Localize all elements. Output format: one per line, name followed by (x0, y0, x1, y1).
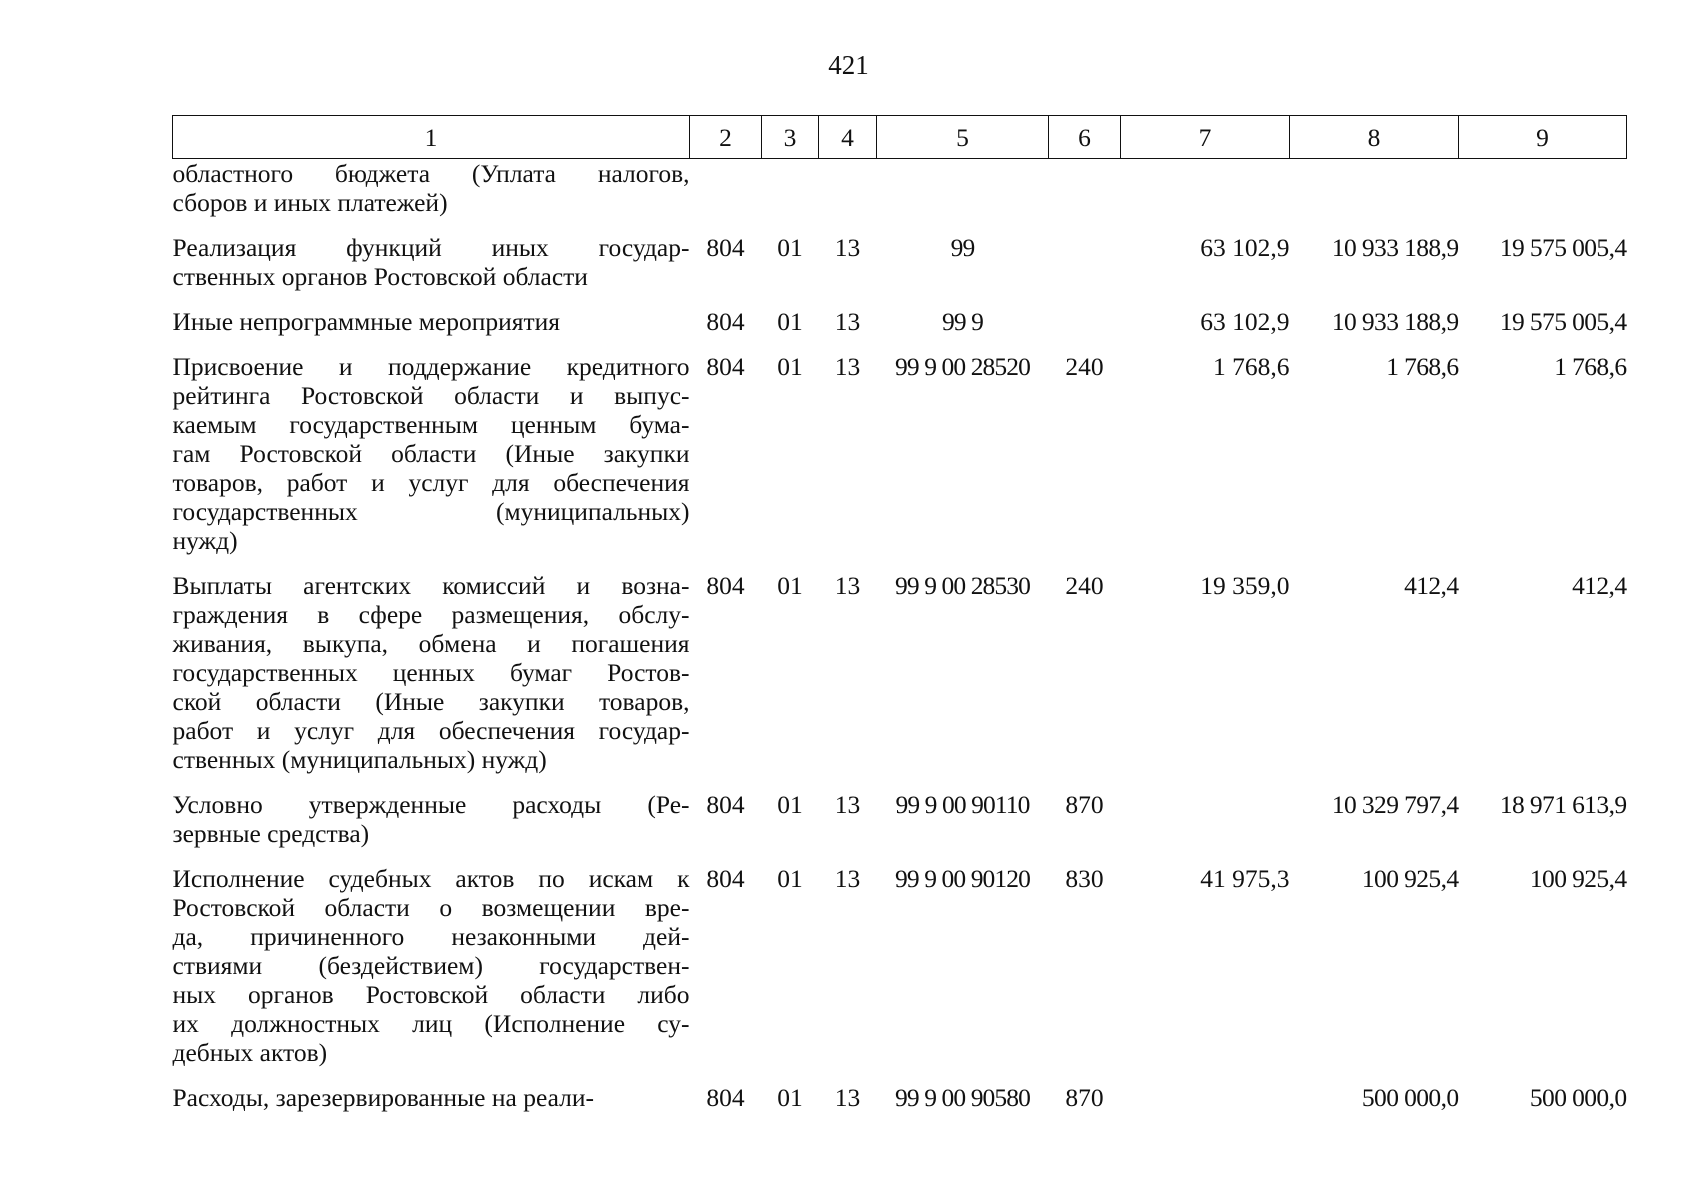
row-name-line: Иные непрограммные мероприятия (172, 307, 561, 336)
table-header-row (173, 116, 1627, 159)
target-article-cell: 99 9 00 28520 (895, 352, 1030, 381)
row-name-line: ской области (Иные закупки товаров, (172, 687, 690, 716)
row-name-line: областного бюджета (Уплата налогов, (172, 159, 690, 188)
row-name-cell (173, 1075, 690, 1120)
target-article-cell: 99 9 00 90580 (895, 1083, 1030, 1112)
row-name-line: зервные средства) (172, 819, 370, 848)
row-name-cell (173, 782, 690, 856)
section-code-cell: 01 (777, 307, 803, 336)
row-name-cell (173, 563, 690, 782)
ved-code-cell: 804 (706, 233, 745, 262)
row-name-line: каемым государственным ценным бума- (172, 410, 690, 439)
expense-type-cell: 870 (1065, 1083, 1104, 1112)
row-name-line: рейтинга Ростовской области и выпус- (172, 381, 690, 410)
section-code-cell: 01 (777, 352, 803, 381)
subsection-code-cell: 13 (834, 864, 861, 893)
row-name-line: ствиями (бездействием) государствен- (172, 951, 690, 980)
column-header-4: 4 (819, 116, 877, 159)
ved-code-cell: 804 (706, 864, 745, 893)
amount-col9-cell: 19 575 005,4 (1499, 233, 1627, 262)
table-row (173, 782, 1627, 856)
ved-code-cell: 804 (706, 790, 745, 819)
ved-code-cell: 804 (706, 352, 745, 381)
table-row (173, 563, 1627, 782)
row-name-line: государственных (муниципальных) (172, 497, 690, 526)
section-code-cell: 01 (777, 864, 803, 893)
amount-col9-cell: 500 000,0 (1529, 1083, 1627, 1112)
row-name-line: сборов и иных платежей) (172, 188, 448, 217)
amount-col9-cell: 100 925,4 (1529, 864, 1627, 893)
amount-col7-cell: 19 359,0 (1200, 571, 1290, 600)
expense-type-cell: 240 (1065, 571, 1104, 600)
ved-code-cell: 804 (706, 571, 745, 600)
row-name-line: Реализация функций иных государ- (172, 233, 690, 262)
row-name-line: Выплаты агентских комиссий и возна- (172, 571, 690, 600)
amount-col9-cell: 19 575 005,4 (1499, 307, 1627, 336)
row-name-line: Ростовской области о возмещении вре- (172, 893, 690, 922)
row-name-line: товаров, работ и услуг для обеспечения (172, 468, 690, 497)
amount-col7-cell (1121, 159, 1290, 226)
amount-col7-cell (1121, 1075, 1290, 1120)
section-code-cell (762, 159, 819, 226)
expense-type-cell (1049, 159, 1121, 226)
amount-col8-cell (1290, 159, 1459, 226)
section-code-cell: 01 (777, 571, 803, 600)
row-name-line: Условно утвержденные расходы (Ре- (172, 790, 690, 819)
page-number: 421 (828, 50, 869, 80)
row-name-cell (173, 225, 690, 299)
table-row (173, 1075, 1627, 1120)
target-article-cell: 99 9 00 90120 (895, 864, 1030, 893)
expense-type-cell: 240 (1065, 352, 1104, 381)
section-code-cell: 01 (777, 790, 803, 819)
ved-code-cell (690, 159, 762, 226)
table-row (173, 159, 1627, 226)
row-name-line: Присвоение и поддержание кредитного (172, 352, 690, 381)
row-name-line: Исполнение судебных актов по искам к (172, 864, 690, 893)
subsection-code-cell: 13 (834, 307, 861, 336)
subsection-code-cell: 13 (834, 571, 861, 600)
amount-col8-cell: 1 768,6 (1386, 352, 1459, 381)
table-body (173, 159, 1627, 1121)
amount-col8-cell: 100 925,4 (1361, 864, 1459, 893)
expense-type-cell: 830 (1065, 864, 1104, 893)
row-name-cell (173, 344, 690, 563)
section-code-cell: 01 (777, 1083, 803, 1112)
row-name-line: их должностных лиц (Исполнение су- (172, 1009, 690, 1038)
column-header-5: 5 (877, 116, 1049, 159)
row-name-line: работ и услуг для обеспечения государ- (172, 716, 690, 745)
subsection-code-cell (819, 159, 877, 226)
row-name-line: государственных ценных бумаг Ростов- (172, 658, 690, 687)
target-article-cell (877, 159, 1049, 226)
subsection-code-cell: 13 (834, 233, 861, 262)
row-name-cell (173, 856, 690, 1075)
subsection-code-cell: 13 (834, 1083, 861, 1112)
column-header-1: 1 (173, 116, 690, 159)
row-name-cell (173, 299, 690, 344)
ved-code-cell: 804 (706, 307, 745, 336)
target-article-cell: 99 9 (941, 307, 984, 336)
section-code-cell: 01 (777, 233, 803, 262)
table-row (173, 344, 1627, 563)
amount-col7-cell: 63 102,9 (1200, 233, 1290, 262)
target-article-cell: 99 9 00 28530 (895, 571, 1030, 600)
table-row (173, 299, 1627, 344)
amount-col9-cell (1459, 159, 1627, 226)
amount-col8-cell: 500 000,0 (1361, 1083, 1459, 1112)
target-article-cell: 99 9 00 90110 (895, 790, 1030, 819)
row-name-line: да, причиненного незаконными дей- (172, 922, 690, 951)
table-row (173, 856, 1627, 1075)
column-header-3: 3 (762, 116, 819, 159)
column-header-6: 6 (1049, 116, 1121, 159)
column-header-9: 9 (1459, 116, 1627, 159)
amount-col7-cell (1121, 782, 1290, 856)
row-name-cell (173, 159, 690, 226)
row-name-line: ных органов Ростовской области либо (172, 980, 690, 1009)
table-row (173, 225, 1627, 299)
amount-col7-cell: 1 768,6 (1213, 352, 1290, 381)
column-header-2: 2 (690, 116, 762, 159)
row-name-line: гам Ростовской области (Иные закупки (172, 439, 690, 468)
expense-type-cell (1049, 299, 1121, 344)
row-name-line: граждения в сфере размещения, обслу- (172, 600, 690, 629)
subsection-code-cell: 13 (834, 790, 861, 819)
amount-col7-cell: 63 102,9 (1200, 307, 1290, 336)
row-name-line: ственных органов Ростовской области (172, 262, 588, 291)
amount-col9-cell: 412,4 (1572, 571, 1627, 600)
budget-table (172, 115, 1627, 1120)
expense-type-cell (1049, 225, 1121, 299)
ved-code-cell: 804 (706, 1083, 745, 1112)
amount-col8-cell: 412,4 (1404, 571, 1459, 600)
row-name-line: дебных актов) (172, 1038, 328, 1067)
column-header-8: 8 (1290, 116, 1459, 159)
row-name-line: нужд) (172, 526, 238, 555)
amount-col8-cell: 10 329 797,4 (1331, 790, 1459, 819)
expense-type-cell: 870 (1065, 790, 1104, 819)
amount-col8-cell: 10 933 188,9 (1331, 233, 1459, 262)
row-name-line: живания, выкупа, обмена и погашения (172, 629, 690, 658)
subsection-code-cell: 13 (834, 352, 861, 381)
amount-col8-cell: 10 933 188,9 (1331, 307, 1459, 336)
target-article-cell: 99 (950, 233, 975, 262)
amount-col7-cell: 41 975,3 (1200, 864, 1290, 893)
row-name-line: ственных (муниципальных) нужд) (172, 745, 547, 774)
row-name-line: Расходы, зарезервированные на реали- (172, 1083, 594, 1112)
amount-col9-cell: 18 971 613,9 (1499, 790, 1627, 819)
column-header-7: 7 (1121, 116, 1290, 159)
amount-col9-cell: 1 768,6 (1554, 352, 1627, 381)
